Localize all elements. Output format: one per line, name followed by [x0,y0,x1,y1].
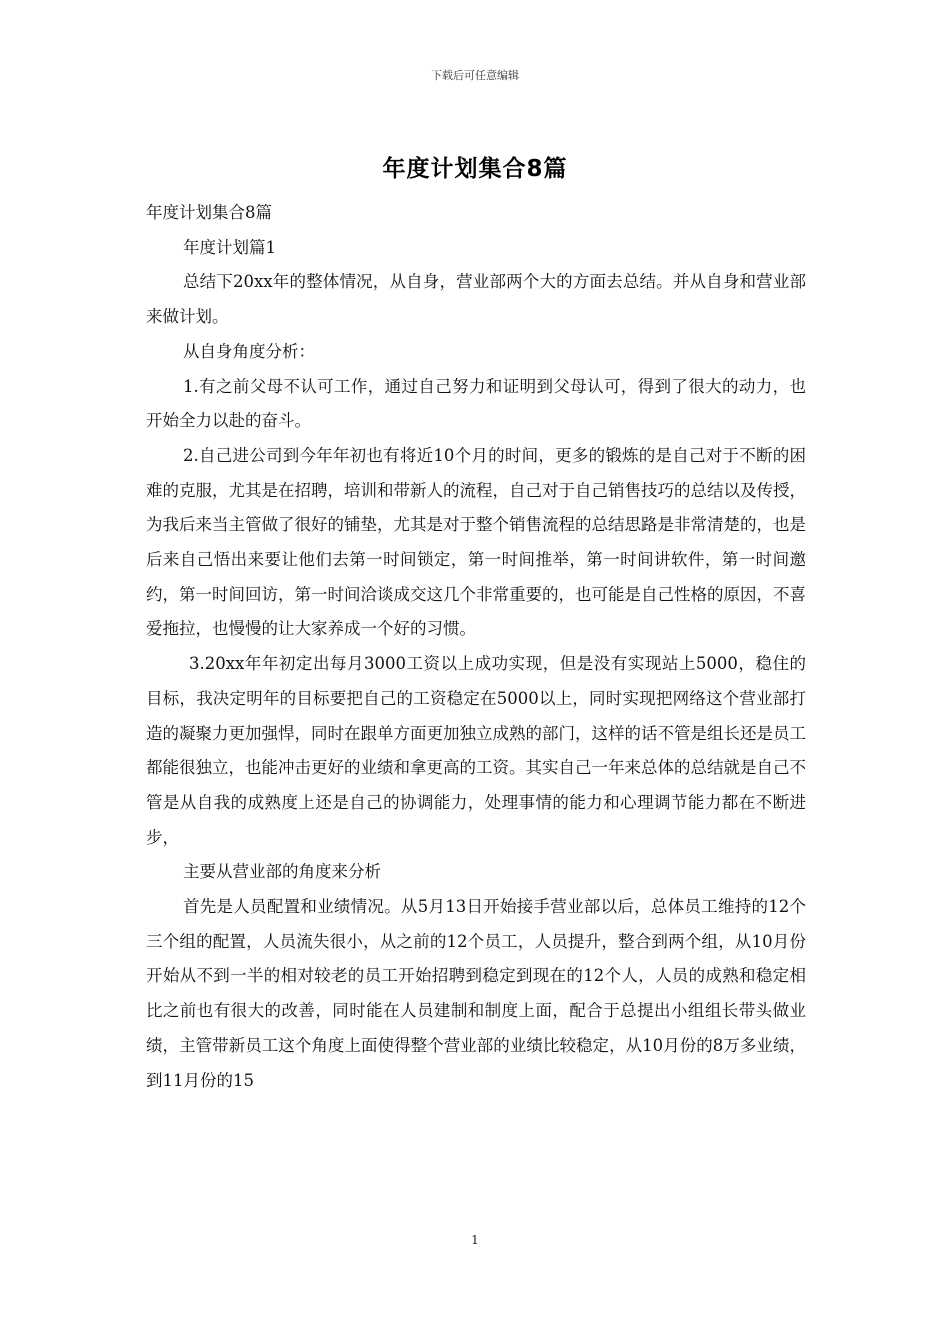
paragraph-section-heading: 年度计划篇1 [183,237,276,257]
document-title: 年度计划集合8篇 [382,156,568,182]
paragraph: 1.有之前父母不认可工作，通过自己努力和证明到父母认可，得到了很大的动力，也开始全力以赴的奋斗。 [146,376,806,431]
paragraph: 从自身角度分析： [183,341,315,361]
paragraph: 3.20xx年年初定出每月3000工资以上成功实现，但是没有实现站上5000，稳住的目标，我决定明年的目标要把自己的工资稳定在5000以上，同时实现把网络这个营业部打造的凝聚力更加强悍，同时在跟单方面更加独立成熟的部门，这样的话不管是组长还是员工都能很独立，也能冲击更好的业绩和拿更高的工资。其实自己一年来总体的总结就是自己不管是从自我的成熟度上还是自己的协调能力，处理事情的能力和心理调节能力都在不断进步， [146,654,806,847]
paragraph: 总结下20xx年的整体情况，从自身，营业部两个大的方面去总结。并从自身和营业部来做计划。 [146,272,806,327]
paragraph-subtitle: 年度计划集合8篇 [146,203,272,222]
paragraph: 首先是人员配置和业绩情况。从5月13日开始接手营业部以后，总体员工维持的12个三个组的配置，人员流失很小，从之前的12个员工，人员提升，整合到两个组，从10月份开始从不到一半的相对较老的员工开始招聘到稳定到现在的12个人，人员的成熟和稳定相比之前也有很大的改善，同时能在人员建制和制度上面，配合于总提出小组组长带头做业绩，主管带新员工这个角度上面使得整个营业部的业绩比较稳定，从10月份的8万多业绩，到11月份的15 [146,897,806,1090]
header-note: 下载后可任意编辑 [431,69,519,82]
paragraph: 主要从营业部的角度来分析 [183,862,381,882]
page-number: 1 [471,1233,479,1247]
paragraph: 2.自己进公司到今年年初也有将近10个月的时间，更多的锻炼的是自己对于不断的困难的克服，尤其是在招聘，培训和带新人的流程，自己对于自己销售技巧的总结以及传授，为我后来当主管做了很好的铺垫，尤其是对于整个销售流程的总结思路是非常清楚的，也是后来自己悟出来要让他们去第一时间锁定，第一时间推举，第一时间讲软件，第一时间邀约，第一时间回访，第一时间洽谈成交这几个非常重要的，也可能是自己性格的原因，不喜爱拖拉，也慢慢的让大家养成一个好的习惯。 [146,445,806,639]
document-body [146,196,806,1098]
